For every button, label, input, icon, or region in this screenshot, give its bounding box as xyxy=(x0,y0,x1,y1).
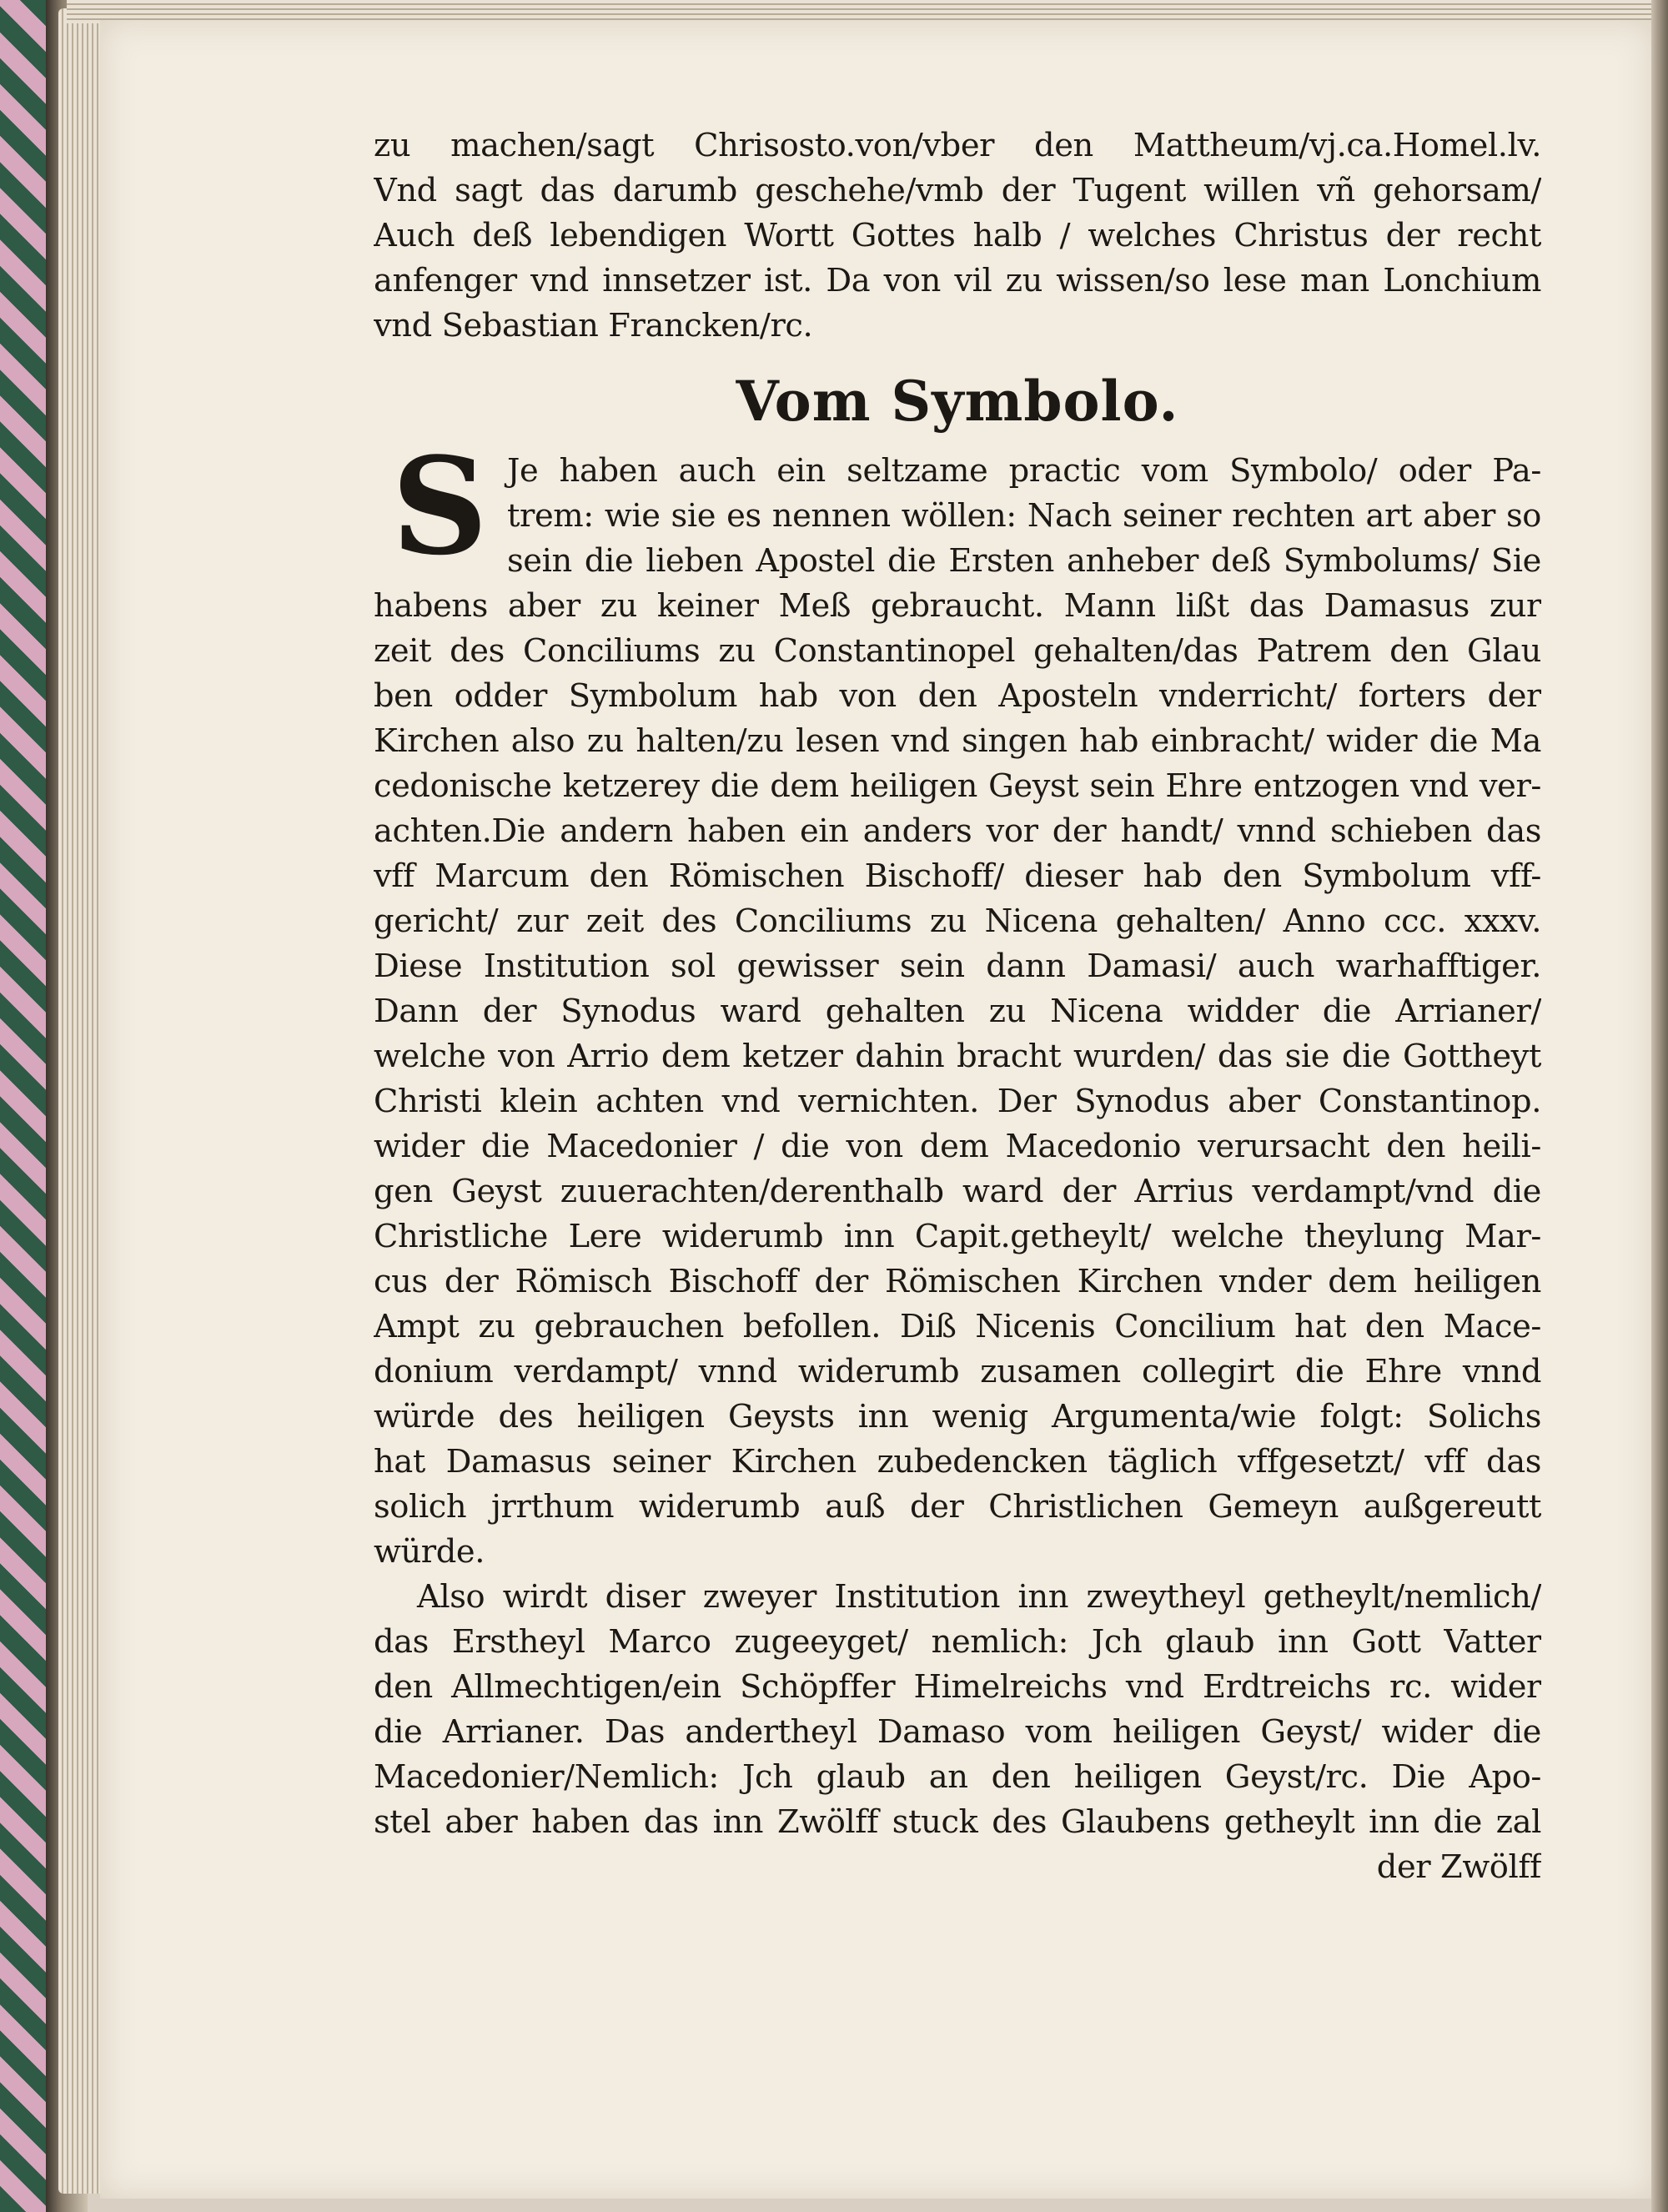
text-line: sein die lieben Apostel die Ersten anheber deß Symbolums/ Sie xyxy=(507,542,1541,580)
text-line: wider die Macedonier / die von dem Macedonio verursacht den heili- xyxy=(374,1128,1541,1165)
text-line: donium verdampt/ vnnd widerumb zusamen collegirt die Ehre vnnd xyxy=(374,1353,1541,1390)
text-line: stel aber haben das inn Zwölff stuck des Glaubens getheylt inn die zal xyxy=(374,1803,1541,1841)
text-line: gericht/ zur zeit des Conciliums zu Nicena gehalten/ Anno ccc. xxxv. xyxy=(374,902,1541,940)
text-line: gen Geyst zuuerachten/derenthalb ward der Arrius verdampt/vnd die xyxy=(374,1173,1541,1210)
text-line: anfenger vnd innsetzer ist. Da von vil zu wissen/so lese man Lonchium xyxy=(374,262,1541,299)
text-line: Je haben auch ein seltzame practic vom Symbolo/ oder Pa- xyxy=(507,452,1541,490)
text-line: trem: wie sie es nennen wöllen: Nach seiner rechten art aber so xyxy=(507,497,1541,535)
text-line: Vnd sagt das darumb geschehe/vmb der Tugent willen vñ gehorsam/ xyxy=(374,172,1541,209)
text-line: achten.Die andern haben ein anders vor der handt/ vnnd schieben das xyxy=(374,812,1541,850)
text-line: Dann der Synodus ward gehalten zu Nicena widder die Arrianer/ xyxy=(374,993,1541,1030)
text-line: Christi klein achten vnd vernichten. Der Synodus aber Constantinop. xyxy=(374,1083,1541,1120)
text-line: solich jrrthum widerumb auß der Christlichen Gemeyn außgereutt xyxy=(374,1488,1541,1526)
text-line: Kirchen also zu halten/zu lesen vnd singen hab einbracht/ wider die Ma xyxy=(374,722,1541,760)
text-line: cedonische ketzerey die dem heiligen Geyst sein Ehre entzogen vnd ver- xyxy=(374,767,1541,805)
text-line: Also wirdt diser zweyer Institution inn zweytheyl getheylt/nemlich/ xyxy=(417,1578,1541,1616)
initial-paragraph xyxy=(374,428,1541,585)
text-line: die Arrianer. Das andertheyl Damaso vom heiligen Geyst/ wider die xyxy=(374,1713,1541,1751)
text-line: vnd Sebastian Francken/rc. xyxy=(374,307,813,344)
text-line: den Allmechtigen/ein Schöpffer Himelreichs vnd Erdtreichs rc. wider xyxy=(374,1668,1541,1706)
right-page-edge xyxy=(1651,0,1668,2212)
text-line: würde des heiligen Geysts inn wenig Argumenta/wie folgt: Solichs xyxy=(374,1398,1541,1435)
drop-cap-initial: S xyxy=(391,428,488,585)
text-body-block xyxy=(374,584,1541,1575)
catchword: der Zwölff xyxy=(1376,1848,1541,1886)
text-line: Macedonier/Nemlich: Jch glaub an den heiligen Geyst/rc. Die Apo- xyxy=(374,1758,1541,1796)
text-line: zeit des Conciliums zu Constantinopel gehalten/das Patrem den Glau xyxy=(374,632,1541,670)
text-line: welche von Arrio dem ketzer dahin bracht wurden/ das sie die Gottheyt xyxy=(374,1038,1541,1075)
text-line: habens aber zu keiner Meß gebraucht. Mann lißt das Damasus zur xyxy=(374,587,1541,625)
text-line: vff Marcum den Römischen Bischoff/ dieser hab den Symbolum vff- xyxy=(374,857,1541,895)
text-paragraph-2 xyxy=(374,1575,1541,1845)
page-text xyxy=(374,123,1541,1890)
section-heading: Vom Symbolo. xyxy=(736,369,1179,434)
text-line: Christliche Lere widerumb inn Capit.getheylt/ welche theylung Mar- xyxy=(374,1218,1541,1255)
text-line: ben odder Symbolum hab von den Aposteln vnderricht/ forters der xyxy=(374,677,1541,715)
text-line: das Erstheyl Marco zugeeyget/ nemlich: Jch glaub inn Gott Vatter xyxy=(374,1623,1541,1661)
text-line: zu machen/sagt Chrisosto.von/vber den Mattheum/vj.ca.Homel.lv. xyxy=(374,127,1541,164)
text-line: hat Damasus seiner Kirchen zubedencken täglich vffgesetzt/ vff das xyxy=(374,1443,1541,1481)
text-line: Diese Institution sol gewisser sein dann Damasi/ auch warhafftiger. xyxy=(374,948,1541,985)
text-line: cus der Römisch Bischoff der Römischen Kirchen vnder dem heiligen xyxy=(374,1263,1541,1300)
text-line: würde. xyxy=(374,1533,485,1571)
text-top-block xyxy=(374,123,1541,349)
text-line: Auch deß lebendigen Wortt Gottes halb / welches Christus der recht xyxy=(374,217,1541,254)
text-line: Ampt zu gebrauchen befollen. Diß Nicenis Concilium hat den Mace- xyxy=(374,1308,1541,1345)
